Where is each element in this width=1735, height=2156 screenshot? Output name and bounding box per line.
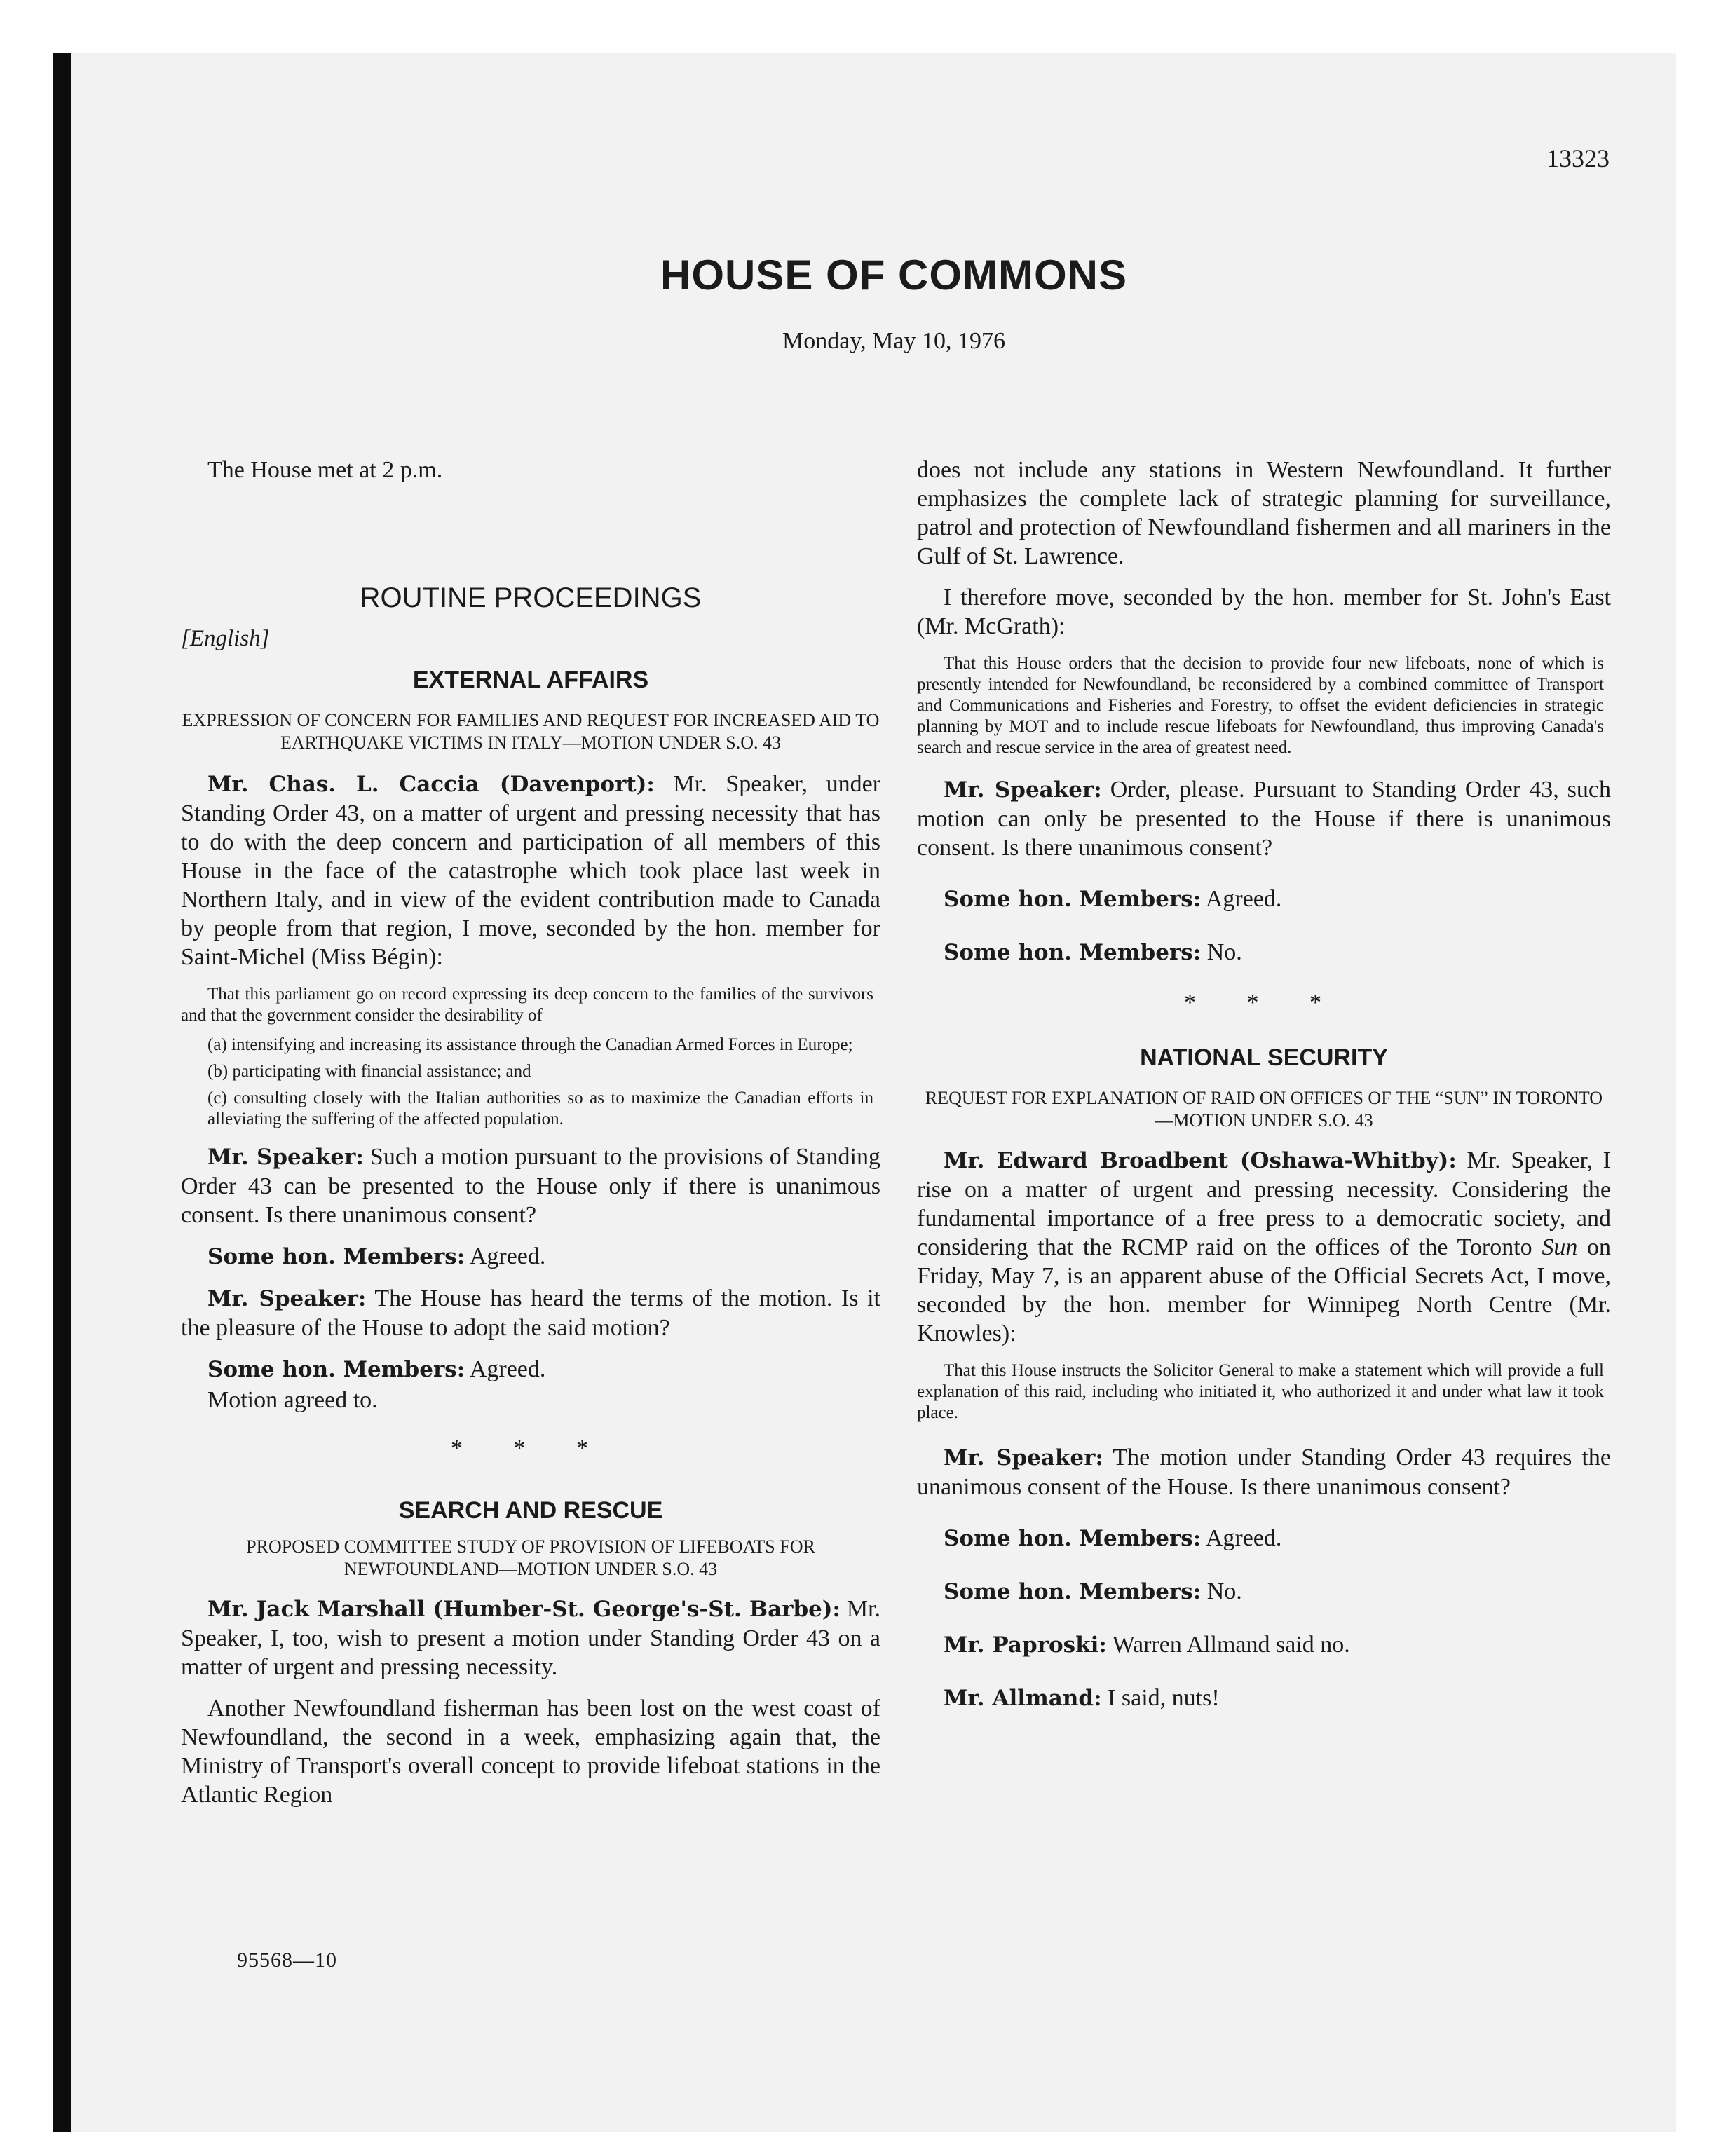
motion-text: That this House instructs the Solicitor General to make a statement which will provide a full explanation of this raid, including who initiated it, who authorized it and under what law it took place. [917, 1361, 1604, 1422]
motion-item-a: (a) intensifying and increasing its assistance through the Canadian Armed Forces in Europe; [207, 1035, 853, 1054]
national-security-heading: NATIONAL SECURITY [1140, 1044, 1388, 1071]
speech-text: Warren Allmand said no. [1112, 1632, 1350, 1658]
motion-text: That this parliament go on record expressing its deep concern to the families of the survivors and that the government consider the desirability of [181, 985, 873, 1025]
speech-text: The motion under Standing Order 43 requires the unanimous consent of the House. Is there unanimous consent? [917, 1445, 1611, 1500]
speech-text: Agreed. [469, 1243, 546, 1269]
speaker-name: Some hon. Members: [944, 887, 1202, 912]
external-affairs-subheading: EXPRESSION OF CONCERN FOR FAMILIES AND REQUEST FOR INCREASED AID TO EARTHQUAKE VICTIMS IN ITALY—MOTION UNDER S.O. 43 [182, 710, 880, 753]
speech-text: Order, please. Pursuant to Standing Order 43, such motion can only be presented to the House if there is unanimous consent. Is there unanimous consent? [917, 777, 1612, 861]
speech-paragraph [917, 885, 1611, 914]
speech-paragraph [181, 1142, 880, 1229]
speech-paragraph [917, 1630, 1611, 1660]
search-rescue-subheading: PROPOSED COMMITTEE STUDY OF PROVISION OF LIFEBOATS FOR NEWFOUNDLAND—MOTION UNDER S.O. 43 [246, 1536, 815, 1579]
motion-item-c: (c) consulting closely with the Italian authorities so as to maximize the Canadian efforts in alleviating the suffering of the affected population. [207, 1089, 873, 1128]
speaker-name: Mr. Speaker: [944, 777, 1102, 803]
motion-result: Motion agreed to. [207, 1387, 378, 1413]
speaker-name: Some hon. Members: [207, 1357, 465, 1382]
footer-code: 95568—10 [237, 1949, 337, 1972]
page-number: 13323 [1546, 144, 1610, 172]
speech-paragraph [181, 1355, 880, 1384]
speech-paragraph [917, 775, 1611, 862]
left-column [181, 456, 880, 1822]
speaker-name: Mr. Edward Broadbent (Oshawa-Whitby): [944, 1148, 1457, 1173]
external-affairs-heading: EXTERNAL AFFAIRS [412, 667, 649, 693]
speech-text: Agreed. [469, 1356, 546, 1382]
speaker-name: Mr. Speaker: [207, 1286, 367, 1311]
speech-paragraph [917, 1146, 1611, 1348]
motion-item-b: (b) participating with financial assistance; and [207, 1062, 531, 1081]
opening-line: The House met at 2 p.m. [207, 457, 443, 483]
speech-paragraph [917, 1524, 1611, 1553]
national-security-subheading: REQUEST FOR EXPLANATION OF RAID ON OFFICES OF THE “SUN” IN TORONTO—MOTION UNDER S.O. 43 [925, 1088, 1603, 1131]
sitting-date: Monday, May 10, 1976 [782, 328, 1005, 354]
continued-paragraph: does not include any stations in Western Newfoundland. It further emphasizes the complete lack of strategic planning for surveillance, patrol and protection of Newfoundland fishermen and all mariners in the Gulf of St. Lawrence. [917, 457, 1611, 569]
speech-paragraph [181, 1284, 880, 1342]
speech-paragraph [181, 1242, 880, 1271]
speech-text: The House has heard the terms of the motion. Is it the pleasure of the House to adopt the said motion? [181, 1285, 880, 1341]
speech-text: Mr. Speaker, I, too, wish to present a motion under Standing Order 43 on a matter of urgent and pressing necessity. [181, 1596, 881, 1680]
speech-text: Mr. Speaker, under Standing Order 43, on a matter of urgent and pressing necessity that has to do with the deep concern and participation of all members of this House in the face of the catastrophe which took place last week in Northern Italy, and in view of the evident contribution made to Canada by people from that region, I move, seconded by the hon. member for Saint-Michel (Miss Bégin): [181, 771, 881, 970]
speech-paragraph [917, 938, 1611, 967]
section-separator: * * * [1184, 990, 1344, 1016]
section-separator: * * * [451, 1435, 611, 1461]
speaker-name: Mr. Allmand: [944, 1686, 1102, 1711]
speaker-name: Some hon. Members: [207, 1244, 465, 1269]
page-title: HOUSE OF COMMONS [660, 252, 1127, 299]
motion-text: That this House orders that the decision to provide four new lifeboats, none of which is presently intended for Newfoundland, be reconsidered by a combined committee of Transport and Communications and Fisheries and Forestry, to offset the evident deficiencies in strategic planning by MOT and to include rescue lifeboats for Newfoundland, thus improving Canada's search and rescue service in the area of greatest need. [917, 654, 1604, 757]
speaker-name: Mr. Jack Marshall (Humber-St. George's-St. Barbe): [207, 1597, 841, 1622]
speaker-name: Some hon. Members: [944, 940, 1202, 965]
speaker-name: Mr. Paproski: [944, 1632, 1107, 1658]
speech-text: No. [1206, 1578, 1242, 1604]
speaker-name: Mr. Speaker: [944, 1445, 1103, 1471]
speech-text: on Friday, May 7, is an apparent abuse of the Official Secrets Act, I move, seconded by the hon. member for Winnipeg North Centre (Mr. Knowles): [917, 1234, 1612, 1346]
speech-text: No. [1206, 939, 1242, 965]
speech-paragraph: Another Newfoundland fisherman has been lost on the west coast of Newfoundland, the second in a week, emphasizing again that, the Ministry of Transport's overall concept to provide lifeboat stations in the Atlantic Region [181, 1696, 880, 1808]
speech-paragraph [917, 1577, 1611, 1606]
language-tag: [English] [181, 626, 270, 651]
speaker-name: Mr. Chas. L. Caccia (Davenport): [207, 772, 655, 797]
speech-paragraph [181, 1595, 880, 1681]
right-column [917, 456, 1611, 1726]
speaker-name: Some hon. Members: [944, 1579, 1202, 1604]
speaker-name: Some hon. Members: [944, 1526, 1202, 1551]
speech-text: Mr. Speaker, I rise on a matter of urgent and pressing necessity. Considering the fundamental importance of a free press to a democratic society, and considering that the RCMP raid on the offices of the Toronto [917, 1147, 1611, 1260]
speech-text: Such a motion pursuant to the provisions of Standing Order 43 can be presented to the House only if there is unanimous consent. Is there unanimous consent? [181, 1144, 880, 1228]
routine-proceedings-heading: ROUTINE PROCEEDINGS [360, 582, 702, 613]
speech-paragraph [917, 1443, 1611, 1501]
speech-text: Agreed. [1205, 1525, 1282, 1551]
speaker-name: Mr. Speaker: [207, 1145, 364, 1170]
speech-paragraph: I therefore move, seconded by the hon. member for St. John's East (Mr. McGrath): [917, 585, 1611, 639]
speech-paragraph [917, 1684, 1611, 1713]
scan-edge [53, 53, 71, 2132]
routine-heading-row [181, 582, 880, 651]
search-rescue-heading: SEARCH AND RESCUE [398, 1497, 663, 1524]
speech-paragraph [181, 770, 880, 971]
speech-text: I said, nuts! [1108, 1685, 1220, 1711]
speech-text: Agreed. [1205, 886, 1282, 912]
newspaper-name: Sun [1542, 1234, 1578, 1260]
